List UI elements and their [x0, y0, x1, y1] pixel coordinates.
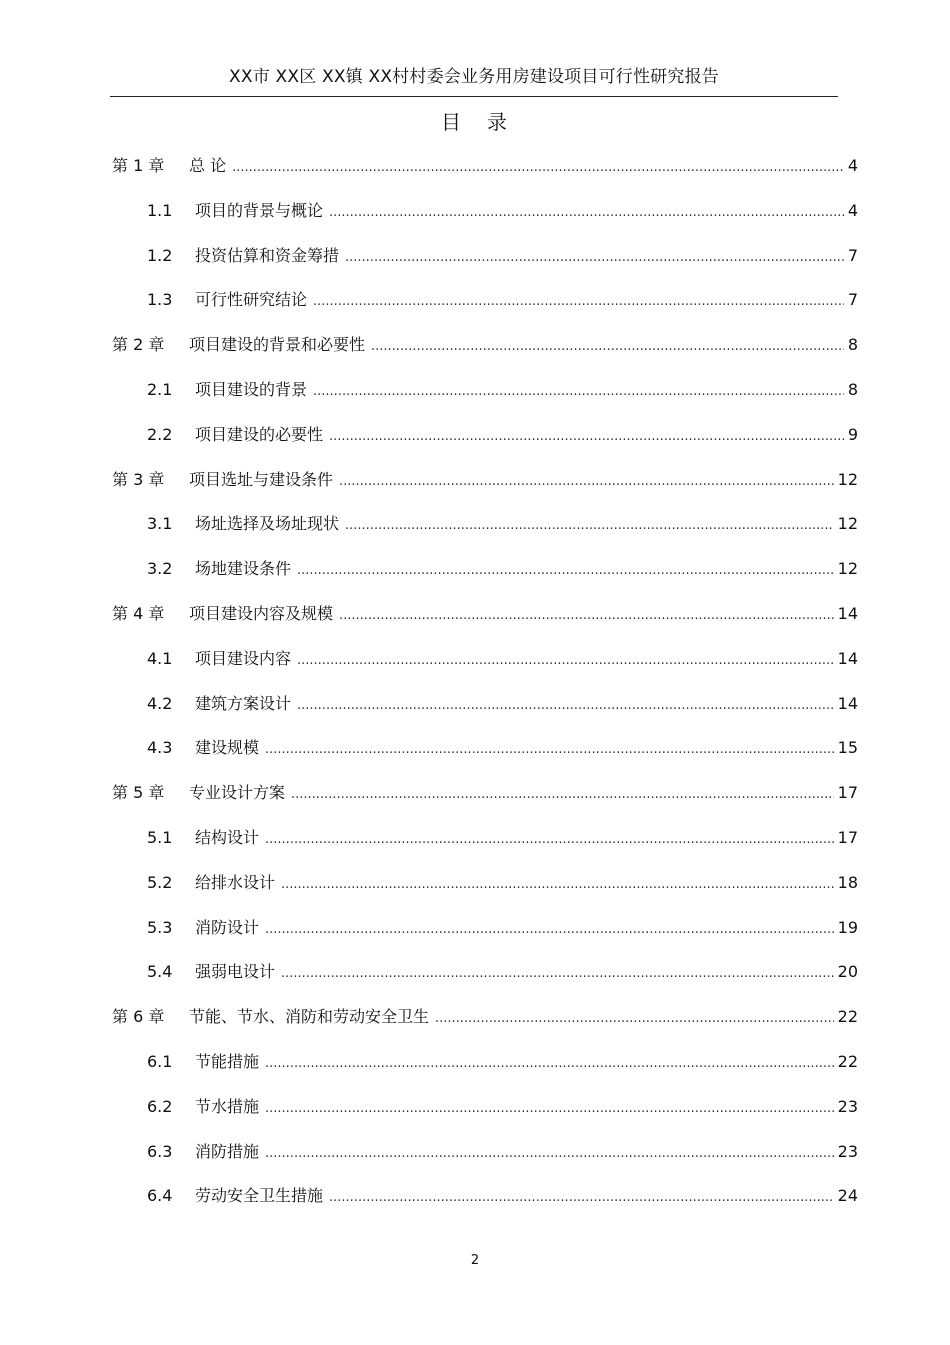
toc-dot-leader [281, 873, 834, 897]
running-header: XX市 XX区 XX镇 XX村村委会业务用房建设项目可行性研究报告 [229, 67, 719, 87]
toc-dot-leader [345, 246, 844, 270]
toc-entry-label: 投资估算和资金筹措 [195, 246, 340, 265]
header-rule [110, 96, 838, 97]
toc-entry-label: 场地建设条件 [195, 559, 292, 578]
toc-entry-page: 7 [847, 246, 858, 265]
toc-dot-leader [265, 918, 834, 942]
toc-entry[interactable] [147, 1050, 858, 1074]
toc-entry-number: 6.1 [147, 1052, 173, 1071]
toc-entry-page: 24 [837, 1186, 858, 1205]
toc-entry-number: 第 1 章 [112, 156, 165, 175]
toc-entry-label: 节水措施 [195, 1097, 260, 1116]
toc-entry-number: 第 4 章 [112, 604, 165, 623]
toc-title-part2: 录 [487, 110, 507, 134]
toc-entry-page: 17 [837, 828, 858, 847]
toc-dot-leader [297, 694, 834, 718]
toc-dot-leader [345, 514, 834, 538]
toc-dot-leader [339, 470, 834, 494]
toc-dot-leader [291, 783, 834, 807]
toc-dot-leader [329, 1186, 834, 1210]
toc-entry-page: 22 [837, 1052, 858, 1071]
toc-entry-label: 建筑方案设计 [195, 694, 292, 713]
toc-entry-number: 第 6 章 [112, 1007, 165, 1026]
toc-entry[interactable] [112, 602, 858, 626]
toc-entry[interactable] [147, 960, 858, 984]
toc-dot-leader [232, 156, 844, 180]
toc-entry-label: 项目建设的背景和必要性 [189, 335, 366, 354]
toc-entry-label: 劳动安全卫生措施 [195, 1186, 324, 1205]
toc-dot-leader [265, 1052, 834, 1076]
toc-entry-page: 14 [837, 604, 858, 623]
toc-entry[interactable] [147, 199, 858, 223]
toc-entry-page: 14 [837, 649, 858, 668]
toc-entry-number: 4.3 [147, 738, 173, 757]
toc-dot-leader [329, 201, 844, 225]
toc-entry-page: 15 [837, 738, 858, 757]
toc-entry-label: 专业设计方案 [189, 783, 286, 802]
toc-entry-number: 4.2 [147, 694, 173, 713]
toc-entry[interactable] [147, 871, 858, 895]
toc-entry[interactable] [147, 423, 858, 447]
toc-entry[interactable] [147, 557, 858, 581]
toc-entry-label: 项目的背景与概论 [195, 201, 324, 220]
toc-entry-label: 可行性研究结论 [195, 290, 308, 309]
toc-entry-label: 消防措施 [195, 1142, 260, 1161]
toc-dot-leader [297, 649, 834, 673]
toc-dot-leader [313, 380, 844, 404]
toc-entry[interactable] [147, 1140, 858, 1164]
toc-entry-page: 17 [837, 783, 858, 802]
toc-entry-page: 9 [847, 425, 858, 444]
toc-entry[interactable] [147, 244, 858, 268]
toc-dot-leader [313, 290, 844, 314]
toc-entry-label: 建设规模 [195, 738, 260, 757]
toc-entry-number: 3.2 [147, 559, 173, 578]
toc-entry[interactable] [147, 736, 858, 760]
toc-entry-number: 1.2 [147, 246, 173, 265]
toc-entry-label: 场址选择及场址现状 [195, 514, 340, 533]
toc-entry[interactable] [147, 1184, 858, 1208]
toc-entry-page: 12 [837, 514, 858, 533]
toc-entry-page: 4 [847, 201, 858, 220]
toc-entry-number: 4.1 [147, 649, 173, 668]
toc-entry-number: 2.2 [147, 425, 173, 444]
toc-entry-page: 23 [837, 1142, 858, 1161]
toc-entry[interactable] [112, 468, 858, 492]
toc-entry-page: 18 [837, 873, 858, 892]
toc-entry-number: 3.1 [147, 514, 173, 533]
toc-entry-label: 总 论 [189, 156, 227, 175]
toc-entry-page: 12 [837, 470, 858, 489]
toc-entry-label: 项目建设内容 [195, 649, 292, 668]
toc-entry[interactable] [147, 1095, 858, 1119]
toc-entry-page: 8 [847, 335, 858, 354]
toc-entry-page: 14 [837, 694, 858, 713]
toc-entry-label: 给排水设计 [195, 873, 276, 892]
page-number: 2 [470, 1253, 480, 1268]
toc-entry-number: 6.3 [147, 1142, 173, 1161]
toc-entry-number: 6.2 [147, 1097, 173, 1116]
toc-entry-number: 第 3 章 [112, 470, 165, 489]
toc-dot-leader [265, 828, 834, 852]
toc-entry-number: 5.3 [147, 918, 173, 937]
toc-dot-leader [265, 1142, 834, 1166]
toc-entry-label: 项目建设的背景 [195, 380, 308, 399]
toc-entry-label: 结构设计 [195, 828, 260, 847]
toc-entry-number: 1.1 [147, 201, 173, 220]
toc-entry-number: 2.1 [147, 380, 173, 399]
toc-entry[interactable] [147, 916, 858, 940]
toc-entry-page: 8 [847, 380, 858, 399]
toc-entry-page: 12 [837, 559, 858, 578]
toc-title [110, 109, 838, 135]
toc-dot-leader [339, 604, 834, 628]
toc-entry-page: 19 [837, 918, 858, 937]
toc-entry-page: 4 [847, 156, 858, 175]
toc-entry-page: 20 [837, 962, 858, 981]
toc-entry-label: 项目建设的必要性 [195, 425, 324, 444]
toc-entry[interactable] [147, 378, 858, 402]
toc-dot-leader [281, 962, 834, 986]
toc-entry[interactable] [112, 781, 858, 805]
toc-dot-leader [435, 1007, 834, 1031]
toc-dot-leader [265, 738, 834, 762]
toc-entry-label: 强弱电设计 [195, 962, 276, 981]
toc-entry[interactable] [112, 154, 858, 178]
toc-entry[interactable] [147, 647, 858, 671]
toc-entry-page: 23 [837, 1097, 858, 1116]
toc-entry[interactable] [112, 333, 858, 357]
toc-entry-label: 消防设计 [195, 918, 260, 937]
toc-title-part1: 目 [441, 110, 461, 134]
toc-entry[interactable] [147, 512, 858, 536]
toc-entry-page: 7 [847, 290, 858, 309]
toc-entry-number: 第 2 章 [112, 335, 165, 354]
toc-entry[interactable] [147, 826, 858, 850]
toc-entry-label: 项目建设内容及规模 [189, 604, 334, 623]
toc-entry-label: 项目选址与建设条件 [189, 470, 334, 489]
toc-entry-number: 5.4 [147, 962, 173, 981]
toc-dot-leader [371, 335, 844, 359]
toc-entry[interactable] [112, 1005, 858, 1029]
toc-dot-leader [265, 1097, 834, 1121]
toc-entry-number: 5.2 [147, 873, 173, 892]
toc-entry-label: 节能措施 [195, 1052, 260, 1071]
toc-dot-leader [329, 425, 844, 449]
toc-entry-number: 5.1 [147, 828, 173, 847]
toc-entry-number: 6.4 [147, 1186, 173, 1205]
toc-entry-number: 1.3 [147, 290, 173, 309]
toc-dot-leader [297, 559, 834, 583]
toc-entry[interactable] [147, 692, 858, 716]
toc-entry-label: 节能、节水、消防和劳动安全卫生 [189, 1007, 430, 1026]
toc-entry-number: 第 5 章 [112, 783, 165, 802]
toc-entry[interactable] [147, 288, 858, 312]
toc-entry-page: 22 [837, 1007, 858, 1026]
